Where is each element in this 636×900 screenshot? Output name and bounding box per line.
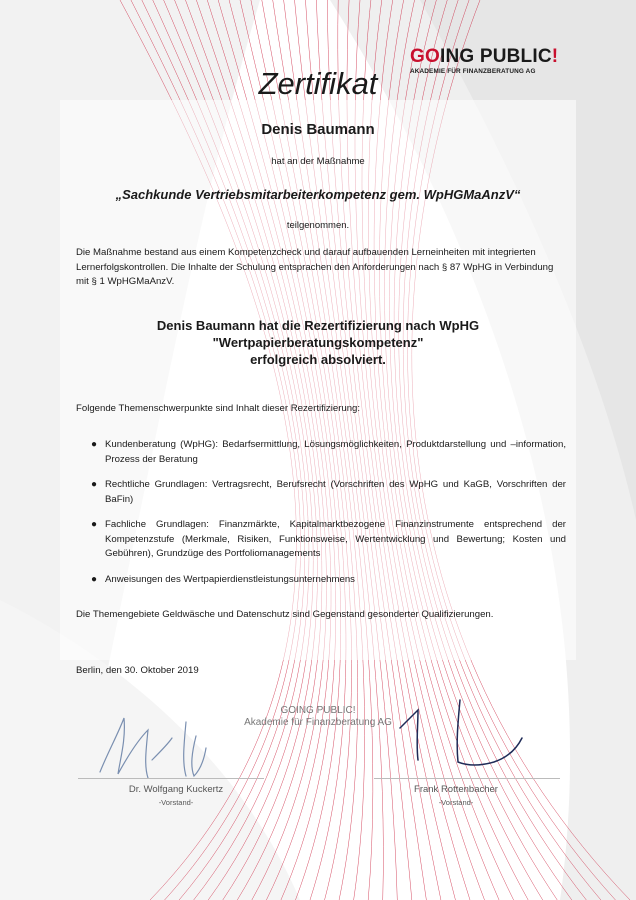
left-signer-role: -Vorstand-	[158, 798, 194, 807]
signature-company-line-1: GOING PUBLIC!	[280, 705, 356, 716]
logo-bang: !	[551, 46, 559, 67]
bullet-icon: ●	[91, 479, 98, 490]
left-signature	[100, 718, 206, 778]
topic-text: Anweisungen des Wertpapierdienstleistungsunternehmens	[105, 573, 355, 585]
logo-rest: ING PUBLIC	[439, 46, 552, 67]
bullet-icon: ●	[91, 439, 98, 450]
intro-text: hat an der Maßnahme	[271, 156, 365, 167]
place-date: Berlin, den 30. Oktober 2019	[76, 665, 199, 676]
topic-text: Fachliche Grundlagen: Finanzmärkte, Kapitalmarktbezogene Finanzinstrumente entsprechend der Kompetenzstufe (Merkmale, Risiken, Funktionsweise, Wertentwicklung und Bewertung; Kosten und Gebühren), Grundzüge des Portfoliomanagements	[105, 519, 566, 559]
certificate-title: Zertifikat	[258, 66, 378, 101]
recipient-name: Denis Baumann	[261, 121, 375, 138]
note-text: Die Themengebiete Geldwäsche und Datenschutz sind Gegenstand gesonderter Qualifizierungen.	[76, 609, 494, 620]
course-title: „Sachkunde Vertriebsmitarbeiterkompetenz gem. WpHGMaAnzV“	[115, 187, 521, 202]
bullet-icon: ●	[91, 573, 98, 585]
result-line-2: "Wertpapierberatungskompetenz"	[212, 335, 424, 350]
signature-company-line-2: Akademie für Finanzberatung AG	[244, 717, 392, 728]
right-signer-name: Frank Rottenbacher	[414, 784, 498, 795]
bullet-icon: ●	[91, 519, 98, 530]
right-signature-line	[374, 778, 560, 779]
left-signature-line	[78, 778, 264, 779]
logo-subtitle: AKADEMIE FÜR FINANZBERATUNG AG	[410, 68, 536, 75]
left-signer-name: Dr. Wolfgang Kuckertz	[128, 784, 224, 795]
topic-text: Rechtliche Grundlagen: Vertragsrecht, Berufsrecht (Vorschriften des WpHG und KaGB, Vorschriften der BaFin)	[105, 479, 566, 505]
topic-text: Kundenberatung (WpHG): Bedarfsermittlung, Lösungsmöglichkeiten, Produktdarstellung und –information, Prozess der Beratung	[105, 439, 566, 465]
participated-text: teilgenommen.	[286, 220, 350, 231]
result-line-3: erfolgreich absolviert.	[250, 352, 386, 367]
description-paragraph: Die Maßnahme bestand aus einem Kompetenzcheck und darauf aufbauenden Lerneinheiten mit integrierten Lernerfolgskontrollen. Die Inhalte der Schulung entsprachen den Anforderungen nach § 87 WpHG in Verbindung mit § 1 WpHGMaAnzV.	[76, 247, 554, 287]
right-signer-role: -Vorstand-	[438, 798, 474, 807]
logo-go: GO	[410, 46, 440, 67]
topics-intro: Folgende Themenschwerpunkte sind Inhalt dieser Rezertifizierung:	[76, 403, 361, 414]
right-signature	[400, 700, 522, 765]
result-line-1: Denis Baumann hat die Rezertifizierung nach WpHG	[156, 318, 480, 333]
